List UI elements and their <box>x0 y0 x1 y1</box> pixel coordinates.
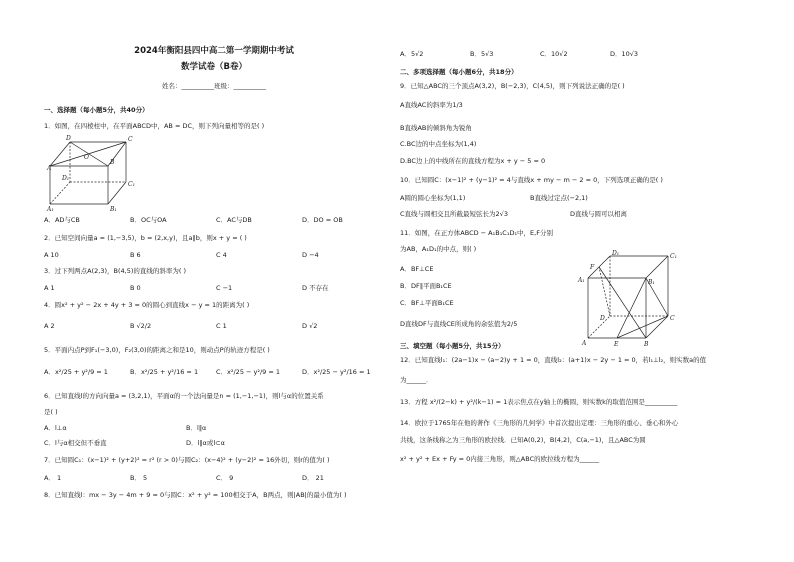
question-14-c: x² + y² + Ex + Fy = 0内接三角形，则△ABC的欧拉线方程为______ <box>400 455 600 463</box>
q8-option-a[interactable]: A．5√2 <box>400 50 424 58</box>
q3-option-b[interactable]: B 0 <box>130 284 141 292</box>
name-class-fields: 姓名：__________班级：__________ <box>162 82 266 90</box>
q7-option-a[interactable]: A． 1 <box>44 474 62 482</box>
label-A: A <box>47 165 52 172</box>
q9-option-d[interactable]: D.BC边上的中线所在的直线方程为x + y − 5 = 0 <box>400 157 546 165</box>
q2-option-d[interactable]: D −4 <box>302 251 319 259</box>
q1-option-c[interactable]: C．AC与DB <box>216 216 252 224</box>
figure-cube <box>576 248 680 348</box>
label-A1: A₁ <box>578 277 585 284</box>
question-14-b: 共线，这条线称之为三角形的欧拉线．已知A(0,2)，B(4,2)，C(a,−1)，且△ABC为圆 <box>400 436 646 444</box>
question-8: 8．已知直线l：mx − 3y − 4m + 9 = 0与圆C：x² + y² = 100相交于A，B两点，则|AB|的最小值为( ) <box>44 491 347 499</box>
q8-option-c[interactable]: C．10√2 <box>540 50 568 58</box>
question-10: 10．已知圆C：(x−1)² + (y−1)² = 4与直线x + my − m − 2 = 0，下列选项正确的是( ) <box>400 176 663 184</box>
q3-option-d[interactable]: D 不存在 <box>302 284 329 292</box>
question-7: 7．已知圆C₁：(x−1)² + (y+2)² = r² (r > 0)与圆C₂：(x−4)² + (y−2)² = 16外切，则r的值为( ) <box>44 456 330 464</box>
label-B: B <box>110 159 115 166</box>
q5-option-b[interactable]: B．x²/25 + y²/16 = 1 <box>130 368 199 376</box>
label-D1: D₁ <box>62 175 70 182</box>
question-6: 6．已知直线l的方向向量a = (3,2,1)，平面α的一个法向量是n = (1,−1,−1)，则l与α的位置关系 <box>44 392 324 400</box>
q11-option-b[interactable]: B．DF∥平面B₁CE <box>400 282 452 290</box>
label-A: A <box>582 340 587 347</box>
question-6-cont: 是( ) <box>44 408 58 416</box>
question-12-cont: 为______． <box>400 376 433 384</box>
q1-option-d[interactable]: D．DO = OB <box>302 216 343 224</box>
label-B: B <box>644 341 649 348</box>
label-D1: D₁ <box>612 250 620 257</box>
q9-option-b[interactable]: B直线AB的倾斜角为锐角 <box>400 124 472 132</box>
question-3: 3．过下列两点A(2,3)，B(4,5)的直线的斜率为( ) <box>44 267 186 275</box>
q7-option-c[interactable]: C． 9 <box>216 474 234 482</box>
q10-option-c[interactable]: C直线与圆相交且所截最短弦长为2√3 <box>400 210 508 218</box>
q4-option-b[interactable]: B √2/2 <box>130 322 152 330</box>
q6-option-c[interactable]: C．l与α相交但不垂直 <box>44 439 107 447</box>
q3-option-c[interactable]: C −1 <box>216 284 233 292</box>
question-13: 13．方程 x²/(2−k) + y²/(k−1) = 1表示焦点在y轴上的椭圆，则实数k的取值范围是__________ <box>400 398 678 406</box>
section-3-heading: 三、填空题（每小题5分，共15分） <box>400 342 505 350</box>
q8-option-b[interactable]: B．5√3 <box>470 50 494 58</box>
q10-option-b[interactable]: B直线过定点(−2,1) <box>530 194 588 202</box>
figure-prism <box>48 132 148 216</box>
label-C1: C₁ <box>670 253 677 260</box>
question-12: 12．已知直线l₁：(2a−1)x − (a−2)y + 1 = 0，直线l₂：(a+1)x − 2y − 1 = 0，若l₁⊥l₂，则实数a的值 <box>400 356 707 364</box>
q10-option-d[interactable]: D直线与圆可以相离 <box>570 210 628 218</box>
label-D: D <box>600 315 605 322</box>
q4-option-c[interactable]: C 1 <box>216 322 227 330</box>
label-C1: C₁ <box>128 181 135 188</box>
label-B1: B₁ <box>648 279 655 286</box>
q4-option-d[interactable]: D √2 <box>302 322 318 330</box>
question-11-cont: 为AB，A₁D₁的中点，则( ) <box>400 245 477 253</box>
label-D: D <box>66 135 71 142</box>
question-11: 11．如图，在正方体ABCD − A₁B₁C₁D₁中，E,F分别 <box>400 229 553 237</box>
q3-option-a[interactable]: A 1 <box>44 284 55 292</box>
q2-option-c[interactable]: C 4 <box>216 251 227 259</box>
q1-option-a[interactable]: A．AD与CB <box>44 216 80 224</box>
q8-option-d[interactable]: D．10√3 <box>610 50 639 58</box>
q1-option-b[interactable]: B．OC与OA <box>130 216 167 224</box>
question-4: 4．圆x² + y² − 2x + 4y + 3 = 0的圆心到直线x − y = 1的距离为( ) <box>44 301 250 309</box>
label-F: F <box>590 264 595 271</box>
label-C: C <box>128 136 133 143</box>
q7-option-d[interactable]: D． 21 <box>302 474 324 482</box>
exam-title: 2024年衡阳县四中高二第一学期期中考试 <box>134 46 294 56</box>
label-C: C <box>670 315 675 322</box>
section-1-heading: 一、选择题（每小题5分，共40分） <box>44 106 149 114</box>
label-A1: A₁ <box>47 206 54 213</box>
question-14: 14．欧拉于1765年在他的著作《三角形的几何学》中首次提出定理：三角形的重心、垂心和外心 <box>400 419 679 427</box>
q4-option-a[interactable]: A 2 <box>44 322 55 330</box>
q10-option-a[interactable]: A圆的圆心坐标为(1,1) <box>400 194 466 202</box>
q2-option-a[interactable]: A 10 <box>44 251 59 259</box>
question-1: 1．如图，在四棱柱中，在平面ABCD中，AB = DC，则下列向量相等的是( ) <box>44 122 265 130</box>
question-5: 5．平面内点P到F₁(−3,0)，F₂(3,0)的距离之和是10，则动点P的轨迹方程是( ) <box>44 346 270 354</box>
q9-option-c[interactable]: C.BC边的中点坐标为(1,4) <box>400 140 477 148</box>
q6-option-d[interactable]: D．l∥α或l⊂α <box>186 439 225 447</box>
label-B1: B₁ <box>110 206 117 213</box>
section-2-heading: 二、多项选择题（每小题6分，共18分） <box>400 68 518 76</box>
q7-option-b[interactable]: B． 5 <box>130 474 148 482</box>
q9-option-a[interactable]: A直线AC的斜率为1/3 <box>400 101 463 109</box>
label-E: E <box>614 341 619 348</box>
q11-option-d[interactable]: D直线DF与直线CE所成角的余弦值为2/5 <box>400 320 518 328</box>
q6-option-a[interactable]: A．l⊥α <box>44 424 67 432</box>
q6-option-b[interactable]: B．l∥α <box>186 424 207 432</box>
q11-option-c[interactable]: C．BF⊥平面B₁CE <box>400 299 454 307</box>
q5-option-d[interactable]: D．x²/25 − y²/16 = 1 <box>302 368 371 376</box>
q11-option-a[interactable]: A．BF⊥CE <box>400 265 434 273</box>
exam-subtitle: 数学试卷（B卷） <box>181 62 247 72</box>
q5-option-a[interactable]: A．x²/25 + y²/9 = 1 <box>44 368 108 376</box>
question-9: 9．已知△ABC的三个顶点A(3,2)，B(−2,3)，C(4,5)，则下列说法正确的是( ) <box>400 82 625 90</box>
question-2: 2．已知空间向量a = (1,−3,5)，b = (2,x,y)，且a∥b，则x + y = ( ) <box>44 234 247 242</box>
q5-option-c[interactable]: C．x²/25 − y²/9 = 1 <box>216 368 281 376</box>
label-O: O <box>84 154 89 161</box>
q2-option-b[interactable]: B 6 <box>130 251 141 259</box>
